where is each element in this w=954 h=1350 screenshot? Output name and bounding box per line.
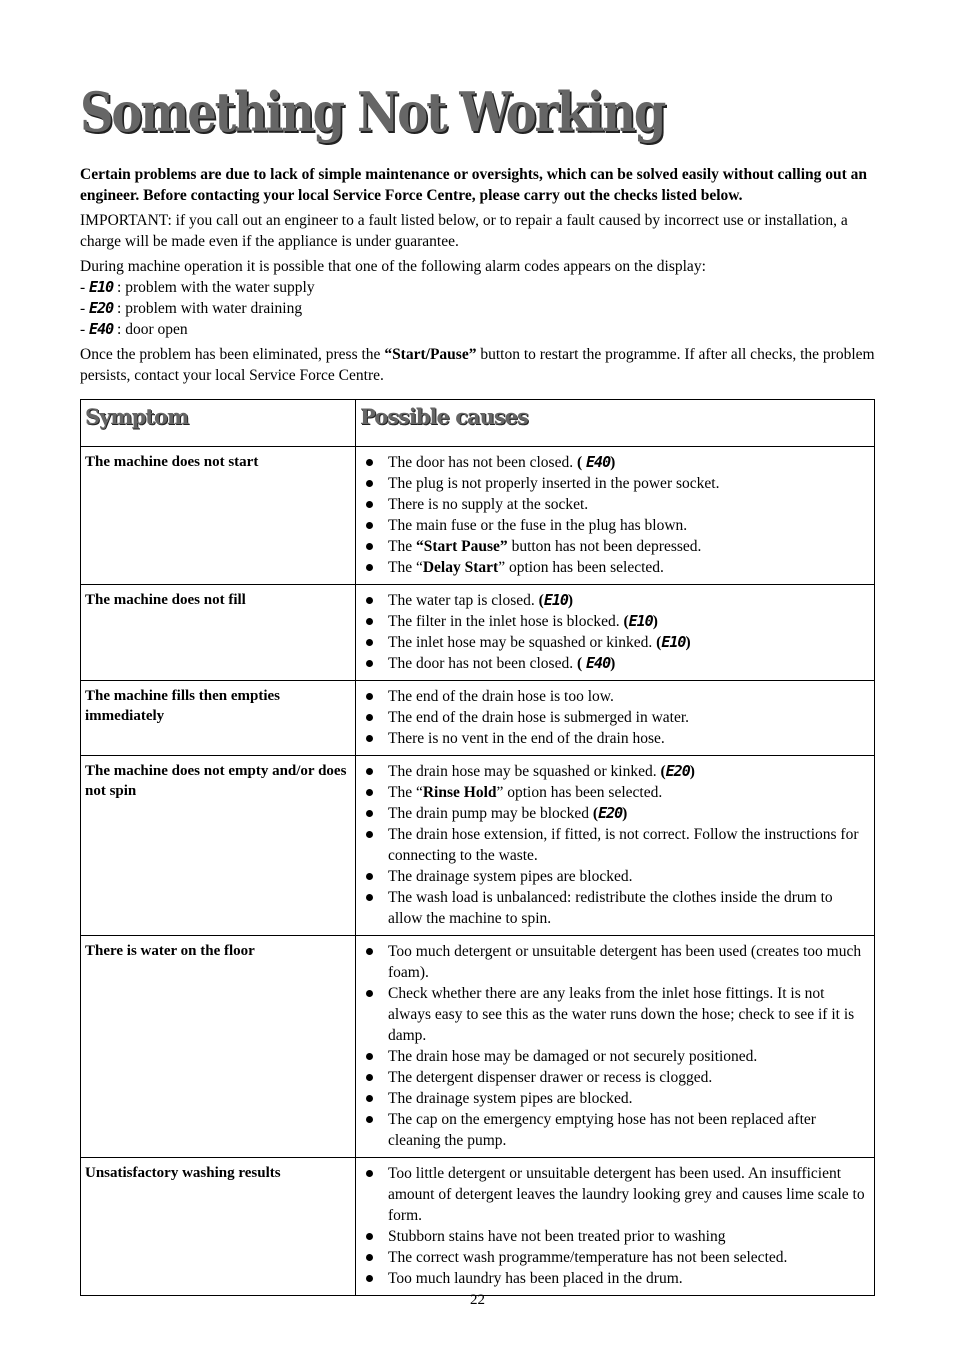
alarm-item: - E10 : problem with the water supply [80,278,315,296]
alarm-code: E20 [89,299,114,317]
cause-item [364,866,868,887]
cause-emphasis: ( [576,655,587,672]
cause-text: The drain pump may be blocked [388,805,593,822]
alarm-code: E10 [89,278,114,296]
cause-emphasis: ) [567,592,574,609]
alarm-code: E20 [665,762,690,780]
cause-text: The detergent dispenser drawer or recess is clogged. [388,1069,713,1086]
restart-instruction [80,344,875,386]
alarm-description: : door open [117,321,188,338]
cause-emphasis: ) [689,763,695,780]
table-header-row [81,400,875,447]
cause-emphasis: ( [656,634,662,651]
cause-item [364,473,868,494]
causes-cell [356,447,875,585]
start-pause-label: “Start/Pause” [384,346,477,363]
alarm-code: E10 [661,633,686,651]
causes-cell [356,585,875,681]
cause-emphasis: ( [576,454,587,471]
cause-item [364,824,868,866]
cause-item [364,1109,868,1151]
cause-item [364,761,868,782]
cause-text: Check whether there are any leaks from the inlet hose fittings. It is not always easy to see this as the water runs down the hose; check to see if it is damp. [388,985,855,1044]
cause-item [364,1163,868,1226]
causes-list [364,941,868,1151]
cause-emphasis: ) [610,655,616,672]
cause-item [364,557,868,578]
alarm-code: E20 [598,804,623,822]
cause-emphasis: Delay Start [422,559,499,576]
cause-text: The door has not been closed. [388,454,577,471]
symptom-cell: The machine does not start [81,447,356,585]
cause-emphasis: ( [538,592,544,609]
causes-list [364,452,868,578]
cause-text: The door has not been closed. [388,655,577,672]
cause-text: ” option has been selected. [496,784,663,801]
symptom-cell: The machine fills then empties immediately [81,681,356,756]
alarm-code: E10 [543,591,568,609]
cause-emphasis: “Start Pause” [415,538,508,555]
alarm-code: E40 [586,453,611,471]
cause-text: The plug is not properly inserted in the power socket. [388,475,720,492]
cause-item [364,494,868,515]
causes-cell [356,681,875,756]
cause-text: Too much laundry has been placed in the drum. [388,1270,683,1287]
cause-item [364,590,868,611]
cause-emphasis: ( [660,763,666,780]
alarm-item: - E20 : problem with water draining [80,299,303,317]
cause-text: Too little detergent or unsuitable detergent has been used. An insufficient amount of detergent leaves the laundry looking grey and causes lime scale to form. [388,1165,865,1224]
restart-text: Once the problem has been eliminated, press the [80,346,385,363]
table-row [81,681,875,756]
cause-text: The main fuse or the fuse in the plug has blown. [388,517,688,534]
cause-text: Too much detergent or unsuitable detergent has been used (creates too much foam). [388,943,862,981]
alarm-code: E10 [628,612,653,630]
cause-emphasis: ) [610,454,616,471]
cause-text: The drainage system pipes are blocked. [388,1090,633,1107]
symptom-cell: The machine does not empty and/or does not spin [81,756,356,936]
cause-item [364,515,868,536]
causes-list [364,590,868,674]
cause-item [364,653,868,674]
table-row [81,447,875,585]
symptom-cell: There is water on the floor [81,936,356,1158]
alarm-description: : problem with water draining [117,300,303,317]
restart-text-end: button to restart the programme. If after all checks, the problem persists, contact your local Service Force Centre. [80,346,875,384]
cause-item [364,1046,868,1067]
cause-text: The inlet hose may be squashed or kinked. [388,634,657,651]
alarm-item: - E40 : door open [80,320,188,338]
page-number: 22 [470,1292,485,1308]
cause-text: Stubborn stains have not been treated prior to washing [388,1228,726,1245]
table-row [81,585,875,681]
cause-text: There is no supply at the socket. [388,496,589,513]
cause-text: The [388,538,416,555]
causes-list [364,686,868,749]
cause-item [364,803,868,824]
alarm-intro: During machine operation it is possible that one of the following alarm codes appears on the display: [80,258,706,275]
alarm-description: : problem with the water supply [117,279,315,296]
cause-emphasis: ( [592,805,599,822]
troubleshooting-table [80,399,875,1296]
alarm-code: E40 [586,654,611,672]
cause-item [364,983,868,1046]
alarm-code-list [80,277,875,340]
causes-column-header: Possible causes [356,400,875,447]
causes-list [364,1163,868,1289]
important-notice: IMPORTANT: if you call out an engineer to a fault listed below, or to repair a fault caused by incorrect use or installation, a charge will be made even if the appliance is under guarantee. [80,212,848,250]
symptom-cell: Unsatisfactory washing results [81,1158,356,1296]
cause-item [364,887,868,929]
cause-item [364,728,868,749]
cause-item [364,452,868,473]
cause-item [364,1226,868,1247]
causes-list [364,761,868,929]
symptom-cell: The machine does not fill [81,585,356,681]
symptom-column-header: Symptom [81,400,356,447]
intro-section [80,164,875,390]
cause-text: There is no vent in the end of the drain hose. [388,730,665,747]
cause-text: The drain hose extension, if fitted, is not correct. Follow the instructions for connecting to the waste. [388,826,859,864]
cause-text: The “ [388,559,423,576]
cause-item [364,632,868,653]
table-body [81,447,875,1296]
cause-text: The end of the drain hose is submerged in water. [388,709,690,726]
cause-text: The correct wash programme/temperature has not been selected. [388,1249,788,1266]
cause-text: The drain hose may be squashed or kinked. [388,763,661,780]
cause-text: The filter in the inlet hose is blocked. [388,613,624,630]
page-title: Something Not Working [80,80,665,144]
causes-cell [356,1158,875,1296]
cause-emphasis: ( [623,613,629,630]
cause-text: The water tap is closed. [388,592,539,609]
cause-item [364,1088,868,1109]
cause-emphasis: ) [622,805,628,822]
cause-item [364,536,868,557]
cause-text: The drain hose may be damaged or not securely positioned. [388,1048,758,1065]
cause-item [364,782,868,803]
cause-item [364,1268,868,1289]
cause-item [364,686,868,707]
table-row [81,1158,875,1296]
cause-emphasis: ) [652,613,658,630]
cause-emphasis: ) [685,634,691,651]
cause-item [364,611,868,632]
cause-item [364,1247,868,1268]
cause-text: The cap on the emergency emptying hose has not been replaced after cleaning the pump. [388,1111,816,1149]
causes-cell [356,756,875,936]
cause-text: The drainage system pipes are blocked. [388,868,633,885]
cause-text: The “ [388,784,423,801]
cause-item [364,1067,868,1088]
cause-item [364,941,868,983]
cause-emphasis: Rinse Hold [422,784,497,801]
cause-item [364,707,868,728]
alarm-code: E40 [89,320,114,338]
table-row [81,756,875,936]
intro-lead: Certain problems are due to lack of simple maintenance or oversights, which can be solved easily without calling out an engineer. Before contacting your local Service Force Centre, please carry out the checks listed below. [80,166,868,204]
cause-text: The end of the drain hose is too low. [388,688,614,705]
causes-cell [356,936,875,1158]
cause-text: ” option has been selected. [498,559,664,576]
cause-text: button has not been depressed. [507,538,702,555]
cause-text: The wash load is unbalanced: redistribute the clothes inside the drum to allow the machine to spin. [388,889,833,927]
table-row [81,936,875,1158]
